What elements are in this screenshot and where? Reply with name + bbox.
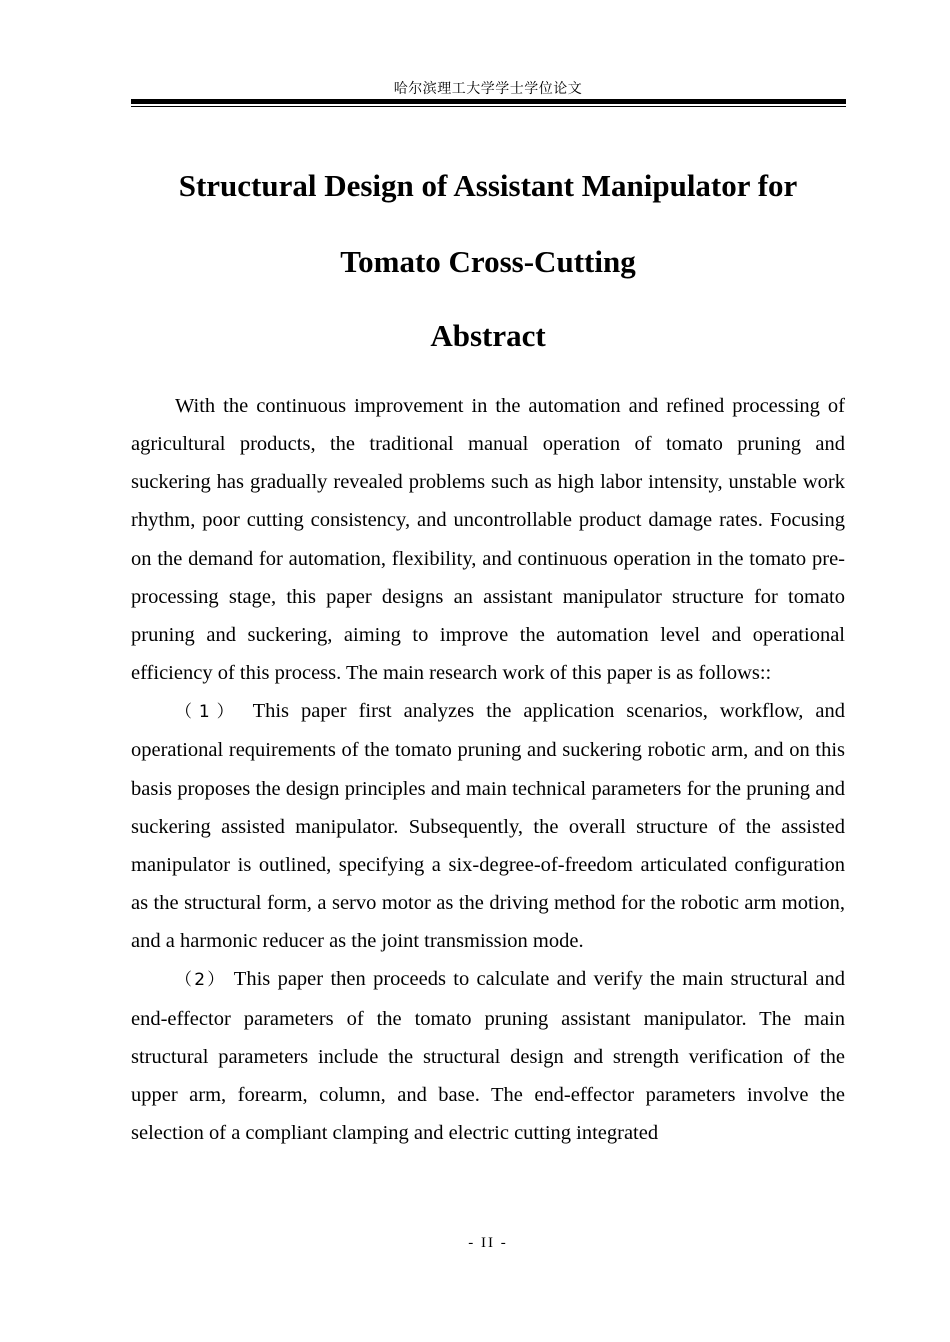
abstract-item-2 — [131, 960, 845, 1152]
header-rule-thin — [131, 106, 846, 107]
abstract-heading: Abstract — [430, 318, 546, 353]
page-number: - II - — [468, 1235, 508, 1251]
item-1-marker: （1） — [175, 702, 241, 723]
paper-title-line-2: Tomato Cross-Cutting — [340, 244, 636, 279]
item-2-text: This paper then proceeds to calculate and verify the main structural and end-effector parameters of the tomato pruning assistant manipulator. The main structural parameters include the structural design and strength verification of the upper arm, forearm, column, and base. The end-effector parameters involve the selection of a compliant clamping and electric cutting integrated — [131, 968, 845, 1144]
paper-title-line-1: Structural Design of Assistant Manipulator for — [178, 168, 798, 203]
header-rule-thick — [131, 99, 846, 104]
item-2-marker: （2） — [175, 970, 227, 991]
abstract-item-1 — [131, 692, 845, 960]
item-1-text: This paper first analyzes the application scenarios, workflow, and operational requirements of the tomato pruning and suckering robotic arm, and on this basis proposes the design principles and main technical parameters for the pruning and suckering assisted manipulator. Subsequently, the overall structure of the assisted manipulator is outlined, specifying a six-degree-of-freedom articulated configuration as the structural form, a servo motor as the driving method for the robotic arm motion, and a harmonic reducer as the joint transmission mode. — [131, 700, 845, 953]
abstract-body — [131, 387, 845, 1152]
paper-title — [131, 148, 845, 300]
abstract-intro-paragraph: With the continuous improvement in the automation and refined processing of agricultural products, the traditional manual operation of tomato pruning and suckering has gradually revealed problems such as high labor intensity, unstable work rhythm, poor cutting consistency, and uncontrollable product damage rates. Focusing on the demand for automation, flexibility, and continuous operation in the tomato pre-processing stage, this paper designs an assistant manipulator structure for tomato pruning and suckering, aiming to improve the automation level and operational efficiency of this process. The main research work of this paper is as follows:: — [131, 395, 845, 685]
running-header: 哈尔滨理工大学学士学位论文 — [393, 81, 583, 97]
